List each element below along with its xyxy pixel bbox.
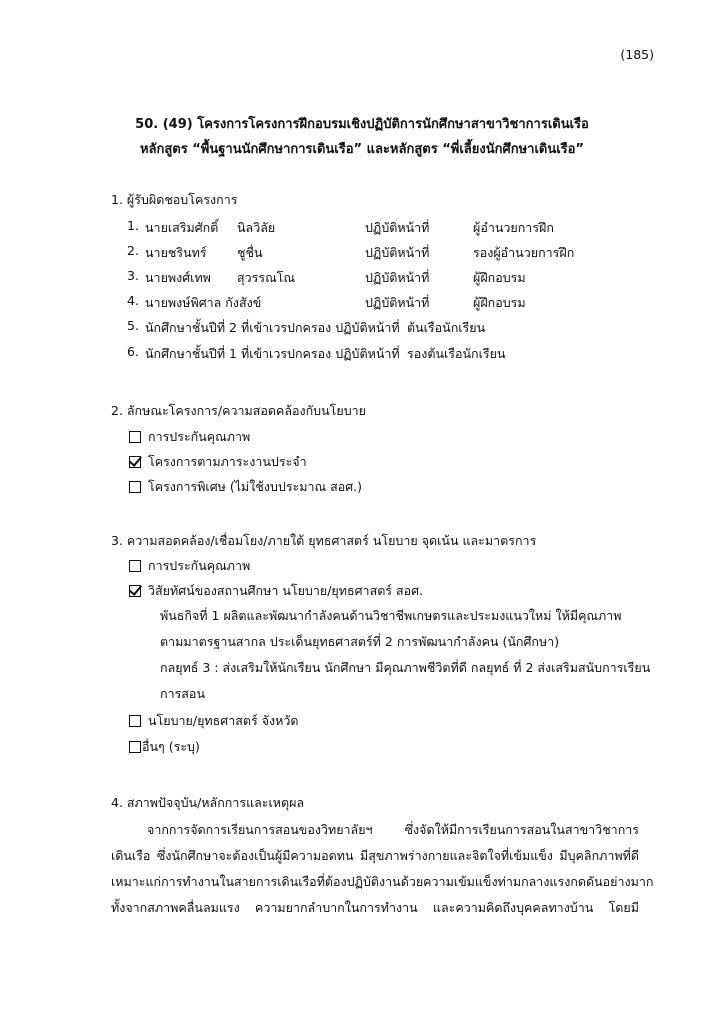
strategy-detail-line: กลยุทธ์ 3 : ส่งเสริมให้นักเรียน นักศึกษา มีคุณภาพชีวิตที่ดี กลยุทธ์ ที่ 2 ส่งเสริมสนับการเรียน — [160, 660, 651, 675]
title-line-2: หลักสูตร “พื้นฐานนักศึกษาการเดินเรือ” และหลักสูตร “พี่เลี้ยงนักศึกษาเดินเรือ” — [139, 142, 585, 157]
paragraph-line — [111, 846, 639, 866]
checkbox-label: การประกันคุณภาพ — [148, 558, 251, 573]
paragraph-text: มีสุขภาพร่างกายและจิตใจที่เข้มแข็ง — [359, 848, 553, 863]
person-surname: นิลวิลัย — [237, 220, 276, 235]
paragraph-text: จากการจัดการเรียนการสอนของวิทยาลัยฯ — [147, 822, 373, 837]
paragraph-text: ซึ่งจัดให้มีการเรียนการสอนในสาขาวิชาการ — [404, 822, 639, 837]
section-3-heading: 3. ความสอดคล้อง/เชื่อมโยง/ภายใต้ ยุทธศาสตร์ นโยบาย จุดเน้น และมาตรการ — [111, 533, 537, 548]
checkbox-option[interactable] — [129, 581, 423, 601]
checkbox-label: โครงการพิเศษ (ไม่ใช้งบประมาณ สอศ.) — [148, 479, 362, 494]
checkbox-checked-icon[interactable] — [129, 456, 141, 468]
paragraph-text: โดยมี — [608, 900, 639, 915]
checkbox-label: การประกันคุณภาพ — [148, 429, 251, 444]
section-1-heading: 1. ผู้รับผิดชอบโครงการ — [111, 192, 238, 207]
checkbox-unchecked-icon[interactable] — [129, 715, 141, 727]
person-name: นายชรินทร์ — [145, 245, 207, 260]
person-name: นายพงษ์พิศาล กังสังข์ — [145, 295, 262, 310]
person-name: นายพงศ์เทพ — [145, 270, 211, 285]
paragraph-line — [111, 898, 639, 918]
paragraph-text: มีบุคลิกภาพที่ดี — [559, 848, 639, 863]
person-duty: ปฏิบัติหน้าที่ — [365, 270, 430, 285]
section-2-heading: 2. ลักษณะโครงการ/ความสอดคล้องกับนโยบาย — [111, 403, 366, 418]
strategy-detail-line: ตามมาตรฐานสากล ประเด็นยุทธศาสตร์ที่ 2 การพัฒนากำลังคน (นักศึกษา) — [160, 634, 560, 649]
checkbox-option[interactable] — [129, 427, 250, 447]
checkbox-checked-icon[interactable] — [129, 585, 141, 597]
strategy-detail-line: การสอน — [160, 686, 205, 701]
student-text: นักศึกษาชั้นปีที่ 2 ที่เข้าเวรปกครอง ปฏิบัติหน้าที่ — [145, 320, 400, 335]
person-duty: ปฏิบัติหน้าที่ — [365, 220, 430, 235]
person-surname: สุวรรณโณ — [237, 270, 295, 285]
checkbox-option[interactable] — [129, 452, 307, 472]
student-number: 6. — [127, 344, 139, 359]
checkbox-option[interactable] — [129, 556, 250, 576]
paragraph-text: เดินเรือ — [111, 848, 151, 863]
checkbox-unchecked-icon[interactable] — [129, 741, 141, 753]
person-role: ผู้ฝึกอบรม — [473, 270, 526, 285]
student-role: รองต้นเรือนักเรียน — [407, 346, 506, 361]
document-title — [0, 112, 724, 162]
person-duty: ปฏิบัติหน้าที่ — [365, 245, 430, 260]
person-number: 1. — [127, 218, 139, 233]
person-surname: ชูชื่น — [237, 245, 263, 260]
checkbox-label: วิสัยทัศน์ของสถานศึกษา นโยบาย/ยุทธศาสตร์ สอศ. — [148, 583, 424, 598]
person-role: รองผู้อำนวยการฝึก — [473, 245, 575, 260]
student-role: ต้นเรือนักเรียน — [407, 320, 486, 335]
paragraph-line — [147, 820, 639, 840]
checkbox-option[interactable] — [129, 711, 298, 731]
title-line-1: 50. (49) โครงการโครงการฝึกอบรมเชิงปฏิบัติการนักศึกษาสาขาวิชาการเดินเรือ — [135, 117, 589, 132]
checkbox-label: อื่นๆ (ระบุ) — [142, 739, 200, 754]
checkbox-unchecked-icon[interactable] — [129, 481, 141, 493]
page-number: (185) — [620, 47, 654, 62]
checkbox-option[interactable] — [129, 737, 200, 757]
person-duty: ปฏิบัติหน้าที่ — [365, 295, 430, 310]
paragraph-text: ทั้งจากสภาพคลื่นลมแรง — [111, 900, 240, 915]
paragraph-text: และความคิดถึงบุคคลทางบ้าน — [432, 900, 594, 915]
checkbox-unchecked-icon[interactable] — [129, 560, 141, 572]
person-number: 3. — [127, 268, 139, 283]
paragraph-line — [111, 872, 654, 892]
checkbox-option[interactable] — [129, 477, 362, 497]
student-number: 5. — [127, 318, 139, 333]
person-name: นายเสริมศักดิ์ — [145, 220, 219, 235]
person-role: ผู้ฝึกอบรม — [473, 295, 526, 310]
checkbox-label: นโยบาย/ยุทธศาสตร์ จังหวัด — [148, 713, 299, 728]
person-number: 2. — [127, 243, 139, 258]
checkbox-unchecked-icon[interactable] — [129, 431, 141, 443]
student-text: นักศึกษาชั้นปีที่ 1 ที่เข้าเวรปกครอง ปฏิบัติหน้าที่ — [145, 346, 400, 361]
paragraph-text: ความยากลำบากในการทำงาน — [255, 900, 418, 915]
paragraph-text: ซึ่งนักศึกษาจะต้องเป็นผู้มีความอดทน — [156, 848, 354, 863]
checkbox-label: โครงการตามภาระงานประจำ — [148, 454, 307, 469]
paragraph-text: เหมาะแก่การทำงานในสายการเดินเรือที่ต้องปฏิบัติงานด้วยความเข้มแข็ง — [111, 874, 498, 889]
person-number: 4. — [127, 293, 139, 308]
person-role: ผู้อำนวยการฝึก — [473, 220, 554, 235]
strategy-detail-line: พันธกิจที่ 1 ผลิตและพัฒนากำลังคนด้านวิชาชีพเกษตรและประมงแนวใหม่ ให้มีคุณภาพ — [160, 608, 622, 623]
section-4-heading: 4. สภาพปัจจุบัน/หลักการและเหตุผล — [111, 795, 305, 810]
paragraph-text: ท่ามกลางแรงกดดันอย่างมาก — [497, 874, 654, 889]
